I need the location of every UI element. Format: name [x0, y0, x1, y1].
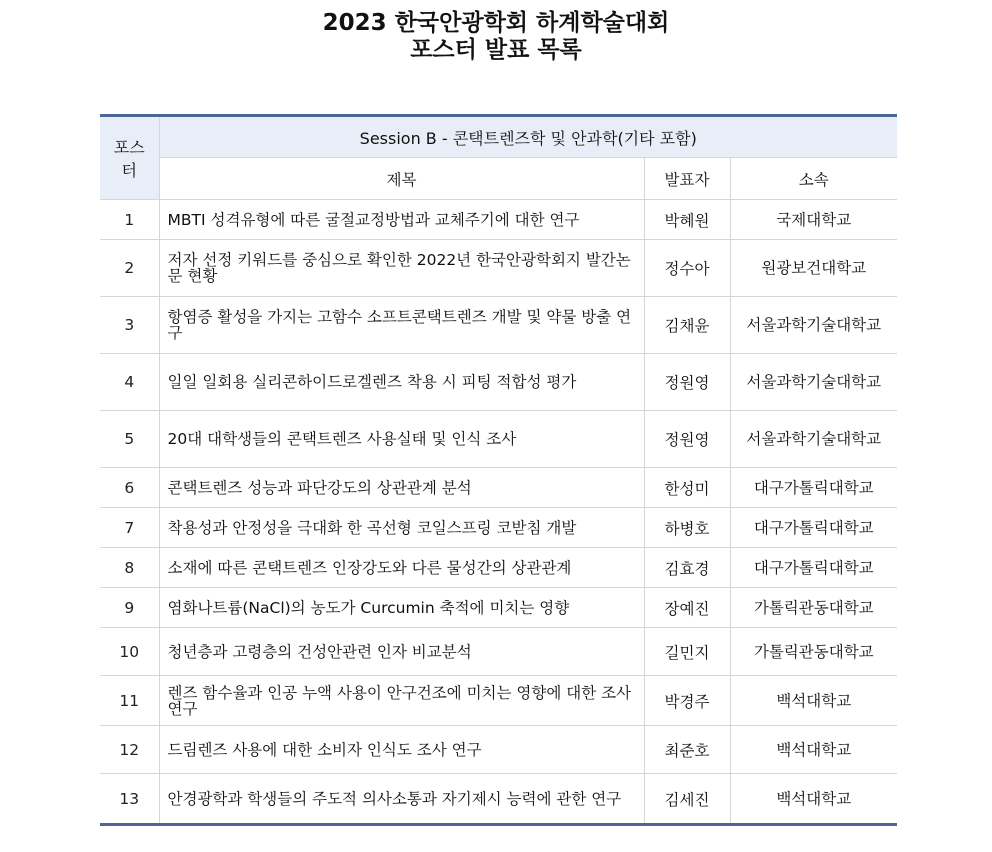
table-row	[100, 240, 897, 297]
affiliation: 서울과학기술대학교	[730, 354, 897, 411]
poster-title: 염화나트륨(NaCl)의 농도가 Curcumin 축적에 미치는 영향	[159, 588, 644, 628]
presenter-name: 정원영	[644, 411, 730, 468]
poster-title: 항염증 활성을 가지는 고함수 소프트콘택트렌즈 개발 및 약물 방출 연구	[159, 297, 644, 354]
presenter-name: 최준호	[644, 726, 730, 774]
presenter-name: 박혜원	[644, 200, 730, 240]
affiliation: 원광보건대학교	[730, 240, 897, 297]
title-column-header: 제목	[159, 158, 644, 200]
table-row	[100, 468, 897, 508]
affiliation: 서울과학기술대학교	[730, 297, 897, 354]
table-row	[100, 411, 897, 468]
poster-title: 착용성과 안정성을 극대화 한 곡선형 코일스프링 코받침 개발	[159, 508, 644, 548]
presenter-name: 장예진	[644, 588, 730, 628]
poster-title: MBTI 성격유형에 따른 굴절교정방법과 교체주기에 대한 연구	[159, 200, 644, 240]
affiliation: 백석대학교	[730, 774, 897, 825]
affiliation: 대구가톨릭대학교	[730, 468, 897, 508]
table-row	[100, 628, 897, 676]
poster-title: 드림렌즈 사용에 대한 소비자 인식도 조사 연구	[159, 726, 644, 774]
column-header-row	[100, 158, 897, 200]
poster-number: 4	[100, 354, 159, 411]
table-row	[100, 548, 897, 588]
document-title	[0, 10, 992, 64]
poster-column-header: 포스터	[100, 116, 159, 200]
table-row	[100, 774, 897, 825]
poster-title: 저자 선정 키워드를 중심으로 확인한 2022년 한국안광학회지 발간논문 현황	[159, 240, 644, 297]
affiliation: 가톨릭관동대학교	[730, 588, 897, 628]
presenter-name: 정원영	[644, 354, 730, 411]
poster-title: 콘택트렌즈 성능과 파단강도의 상관관계 분석	[159, 468, 644, 508]
affiliation: 대구가톨릭대학교	[730, 508, 897, 548]
presenter-name: 하병호	[644, 508, 730, 548]
presenter-name: 김효경	[644, 548, 730, 588]
presenter-name: 김세진	[644, 774, 730, 825]
poster-number: 13	[100, 774, 159, 825]
session-header-row	[100, 116, 897, 158]
poster-number: 9	[100, 588, 159, 628]
table-row	[100, 200, 897, 240]
presenter-name: 길민지	[644, 628, 730, 676]
affiliation-column-header: 소속	[730, 158, 897, 200]
poster-table	[100, 114, 897, 826]
poster-title: 렌즈 함수율과 인공 누액 사용이 안구건조에 미치는 영향에 대한 조사 연구	[159, 676, 644, 726]
table-row	[100, 726, 897, 774]
affiliation: 대구가톨릭대학교	[730, 548, 897, 588]
poster-number: 12	[100, 726, 159, 774]
poster-title: 안경광학과 학생들의 주도적 의사소통과 자기제시 능력에 관한 연구	[159, 774, 644, 825]
poster-number: 7	[100, 508, 159, 548]
poster-number: 8	[100, 548, 159, 588]
presenter-column-header: 발표자	[644, 158, 730, 200]
title-line-2: 포스터 발표 목록	[410, 37, 582, 63]
affiliation: 가톨릭관동대학교	[730, 628, 897, 676]
presenter-name: 김채윤	[644, 297, 730, 354]
affiliation: 국제대학교	[730, 200, 897, 240]
poster-number: 11	[100, 676, 159, 726]
presenter-name: 정수아	[644, 240, 730, 297]
presenter-name: 박경주	[644, 676, 730, 726]
session-label: Session B - 콘택트렌즈학 및 안과학(기타 포함)	[159, 116, 897, 158]
poster-title: 일일 일회용 실리콘하이드로겔렌즈 착용 시 피팅 적합성 평가	[159, 354, 644, 411]
affiliation: 서울과학기술대학교	[730, 411, 897, 468]
poster-number: 3	[100, 297, 159, 354]
poster-title: 소재에 따른 콘택트렌즈 인장강도와 다른 물성간의 상관관계	[159, 548, 644, 588]
poster-number: 6	[100, 468, 159, 508]
poster-number: 10	[100, 628, 159, 676]
poster-number: 5	[100, 411, 159, 468]
table-row	[100, 508, 897, 548]
poster-number: 2	[100, 240, 159, 297]
poster-title: 청년층과 고령층의 건성안관련 인자 비교분석	[159, 628, 644, 676]
table-row	[100, 354, 897, 411]
table-row	[100, 297, 897, 354]
affiliation: 백석대학교	[730, 726, 897, 774]
affiliation: 백석대학교	[730, 676, 897, 726]
table-row	[100, 588, 897, 628]
title-line-1: 2023 한국안광학회 하계학술대회	[322, 10, 670, 36]
poster-number: 1	[100, 200, 159, 240]
poster-title: 20대 대학생들의 콘택트렌즈 사용실태 및 인식 조사	[159, 411, 644, 468]
presenter-name: 한성미	[644, 468, 730, 508]
table-row	[100, 676, 897, 726]
